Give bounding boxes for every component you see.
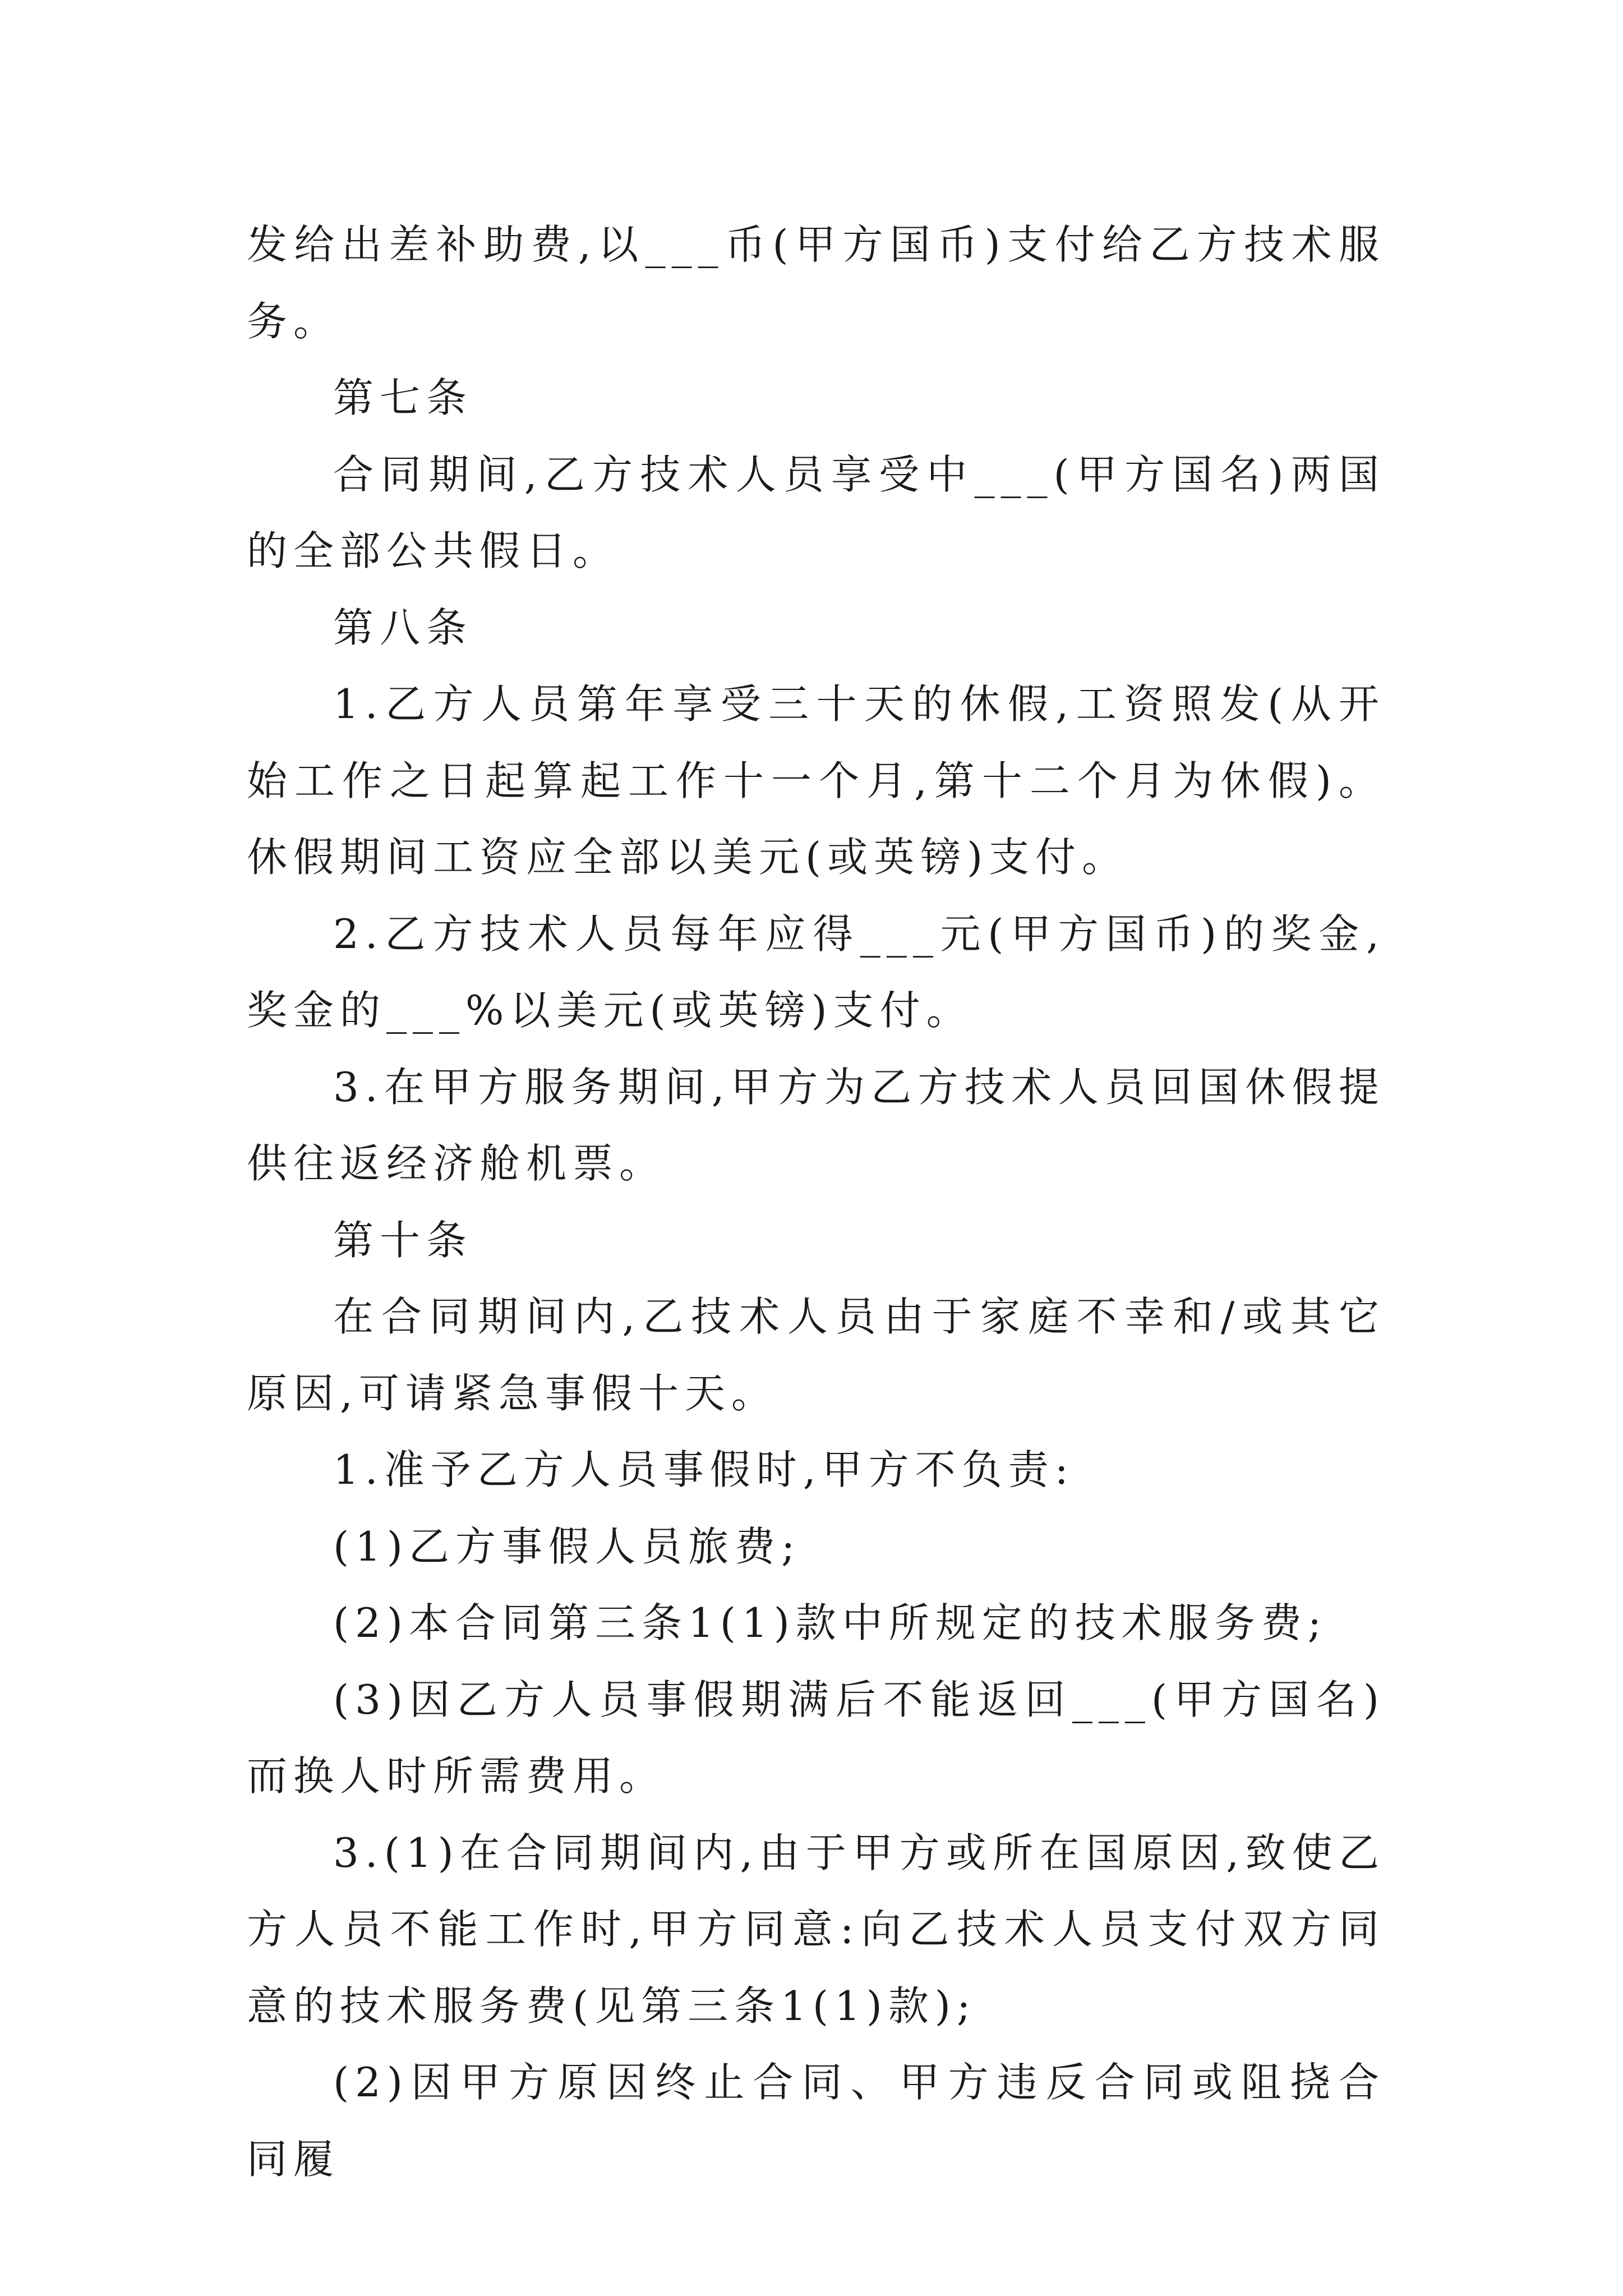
heading-article-8: 第八条: [333, 604, 473, 651]
list-item-service-fee: (2)本合同第三条1(1)款中所规定的技术服务费;: [333, 1599, 1328, 1646]
paragraph-termination: (2)因甲方原因终止合同、甲方违反合同或阻挠合同履: [247, 2059, 1385, 2183]
paragraph-emergency-leave: 在合同期间内,乙技术人员由于家庭不幸和/或其它原因,可请紧急事假十天。: [247, 1293, 1385, 1417]
paragraph-annual-leave: 1.乙方人员第年享受三十天的休假,工资照发(从开始工作之日起算起工作十一个月,第十二个月为休假)。休假期间工资应全部以美元(或英镑)支付。: [247, 680, 1385, 881]
paragraph-public-holidays: 合同期间,乙方技术人员享受中___(甲方国名)两国的全部公共假日。: [247, 450, 1385, 574]
paragraph-leave-not-responsible: 1.准予乙方人员事假时,甲方不负责:: [333, 1446, 1075, 1493]
paragraph-air-tickets: 3.在甲方服务期间,甲方为乙方技术人员回国休假提供往返经济舱机票。: [247, 1063, 1385, 1187]
paragraph-unable-to-work: 3.(1)在合同期间内,由于甲方或所在国原因,致使乙方人员不能工作时,甲方同意:向乙技术人员支付双方同意的技术服务费(见第三条1(1)款);: [247, 1829, 1385, 2030]
heading-article-10: 第十条: [333, 1216, 473, 1264]
list-item-replacement-costs: (3)因乙方人员事假期满后不能返回___(甲方国名)而换人时所需费用。: [247, 1676, 1385, 1800]
document-body: [247, 206, 1385, 2197]
heading-article-7: 第七条: [333, 374, 473, 421]
paragraph-travel-allowance: 发给出差补助费,以___币(甲方国币)支付给乙方技术服务。: [247, 221, 1385, 345]
paragraph-bonus: 2.乙方技术人员每年应得___元(甲方国币)的奖金,奖金的___%以美元(或英镑)支付。: [247, 910, 1385, 1034]
list-item-travel-expenses: (1)乙方事假人员旅费;: [333, 1522, 801, 1570]
